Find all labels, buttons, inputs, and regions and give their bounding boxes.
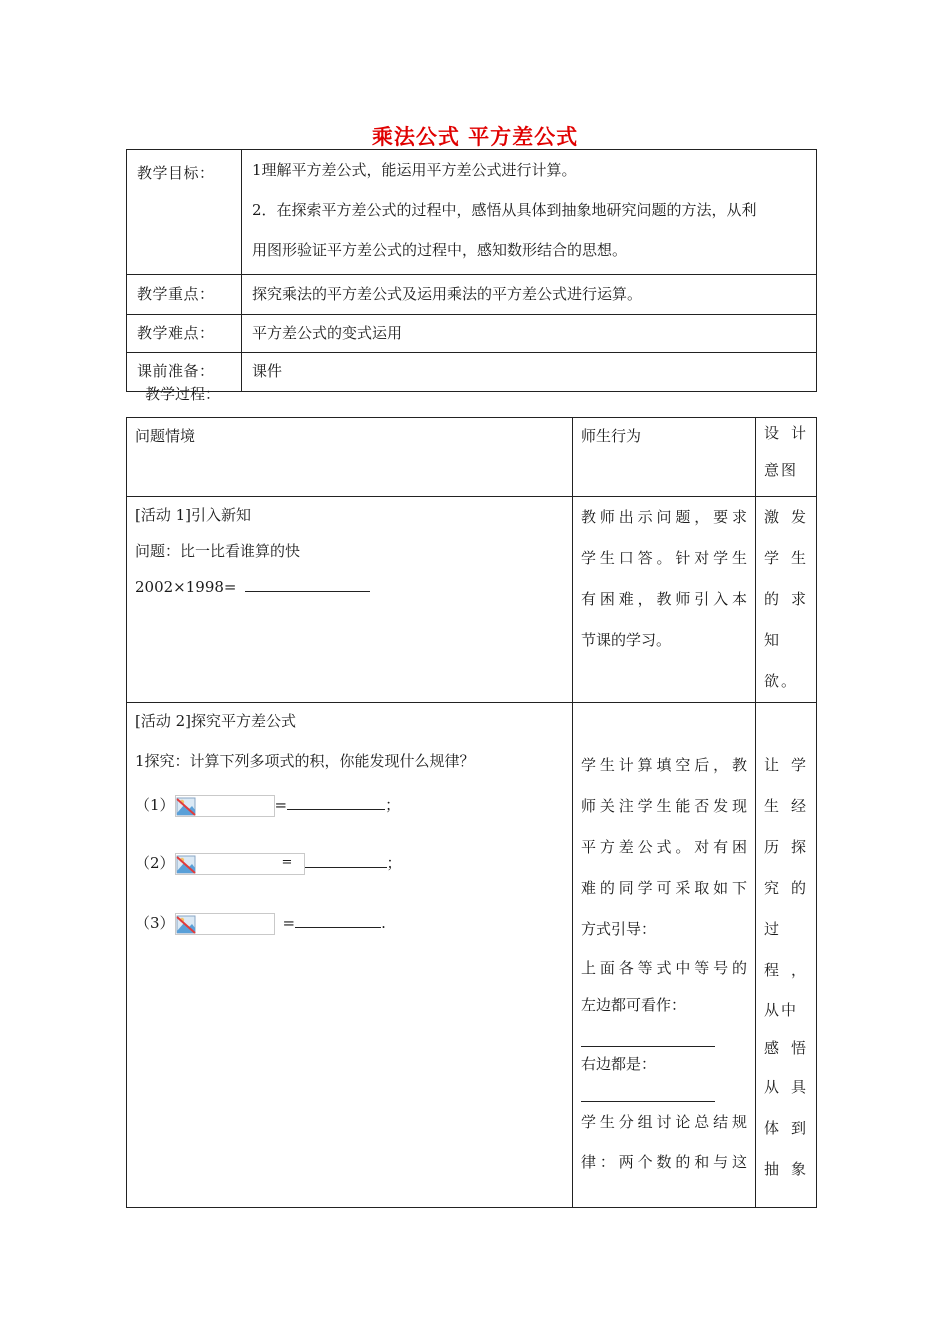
row-label: 教学重点：: [127, 275, 242, 315]
answer-blank[interactable]: [295, 913, 381, 928]
process-table: [126, 417, 817, 1208]
answer-blank[interactable]: [287, 795, 385, 810]
exercise-item-2: （2） = ；: [135, 851, 564, 875]
row-label: 教学目标：: [127, 150, 242, 275]
header-intent: 设 计 意图: [756, 418, 817, 497]
broken-image-icon: =: [175, 853, 305, 875]
row-content: 平方差公式的变式运用: [242, 315, 817, 353]
row-content: 课件: [242, 353, 817, 392]
answer-blank[interactable]: [245, 577, 370, 592]
broken-image-icon: [175, 913, 275, 935]
table-row: [127, 315, 817, 353]
activity1-cell: [127, 497, 573, 703]
exercise-item-1: （1） = ；: [135, 793, 564, 817]
header-situation: 问题情境: [127, 418, 573, 497]
answer-blank[interactable]: [581, 1081, 715, 1102]
table-row: [127, 150, 817, 275]
row-label: 课前准备：: [127, 353, 242, 392]
table-row-activity-1: [127, 497, 817, 703]
row-content: 探究乘法的平方差公式及运用乘法的平方差公式进行运算。: [242, 275, 817, 315]
activity2-intent: 让 学 生 经 历 探 究 的 过 程 ， 从中 感 悟 从 具 体 到 抽 象: [756, 703, 817, 1208]
activity2-prompt: 1探究：计算下列多项式的积，你能发现什么规律？: [135, 752, 475, 770]
activity1-teacher: 教师出示问题，要求 学生口答。针对学生 有困难，教师引入本 节课的学习。: [573, 497, 756, 703]
activity2-heading: [活动 2]探究平方差公式: [135, 712, 297, 730]
header-behavior: 师生行为: [573, 418, 756, 497]
page-title: 乘法公式 平方差公式: [371, 125, 579, 149]
row-label: 教学难点：: [127, 315, 242, 353]
table-row: [127, 275, 817, 315]
activity2-cell: [127, 703, 573, 1208]
activity1-calc: 2002×1998=: [135, 569, 564, 605]
activity1-intent: 激 发 学 生 的 求 知 欲。: [756, 497, 817, 703]
broken-image-icon: [175, 795, 275, 817]
goal-line-2: 2．在探索平方差公式的过程中，感悟从具体到抽象地研究问题的方法，从利: [252, 201, 757, 219]
activity2-teacher: 学生计算填空后，教 师关注学生能否发现 平方差公式。对有困 难的同学可采取如下 方式引导： 上面各等式中等号的 左边都可看作： 右边都是： 学生分组讨论总结规 律：两个数的和与这: [573, 703, 756, 1208]
goal-line-3: 用图形验证平方差公式的过程中，感知数形结合的思想。: [252, 241, 628, 259]
goal-line-1: 1理解平方差公式，能运用平方差公式进行计算。: [252, 161, 577, 179]
row-content: [242, 150, 817, 275]
header-row: [127, 418, 817, 497]
activity1-heading: [活动 1]引入新知: [135, 506, 252, 524]
answer-blank[interactable]: [581, 1024, 715, 1047]
table-row-activity-2: [127, 703, 817, 1208]
info-table: [126, 149, 817, 392]
process-caption: 教学过程：: [145, 385, 221, 403]
table-row: [127, 353, 817, 392]
activity1-question: 问题：比一比看谁算的快: [135, 542, 301, 560]
exercise-item-3: （3） = .: [135, 911, 564, 935]
answer-blank[interactable]: [305, 853, 387, 868]
